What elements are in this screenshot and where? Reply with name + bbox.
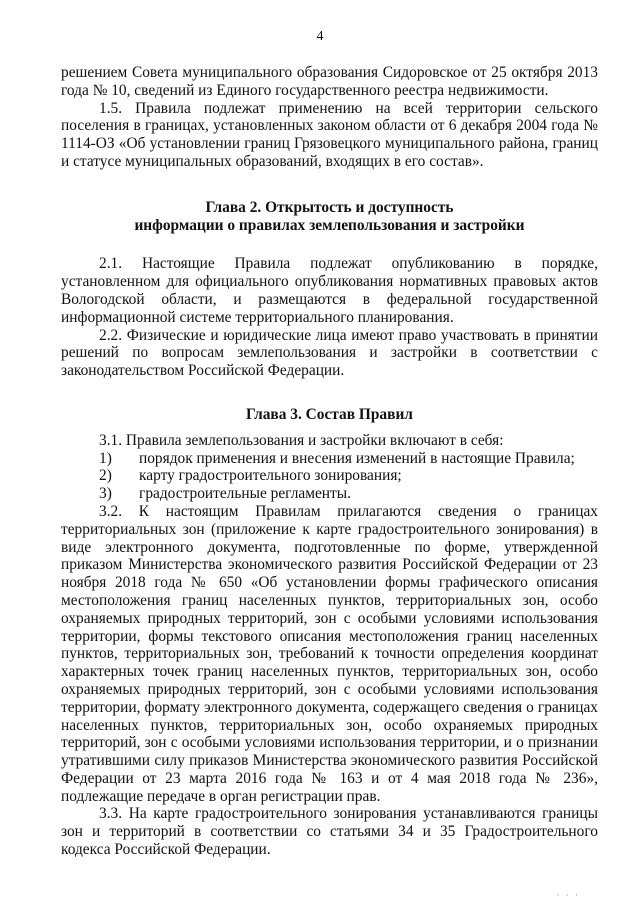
paragraph-2-1: 2.1. Настоящие Правила подлежат опубликованию в порядке, установленном для официального опубликования нормативных правовых актов Вологодской области, и размещаются в федеральной государственной информационной системе территориального планирования. [61,255,598,326]
paragraph-3-1: 3.1. Правила землепользования и застройки включают в себя: [99,431,504,449]
list-item-number: 1) [99,449,112,467]
paragraph-2-2: 2.2. Физические и юридические лица имеют право участвовать в принятии решений по вопросам землепользования и застройки в соответствии с законодательством Российской Федерации. [61,326,598,380]
list-item-text: карту градостроительного зонирования; [139,467,402,485]
list-item-text: градостроительные регламенты. [139,485,351,503]
paragraph-3-2: 3.2. К настоящим Правилам прилагаются сведения о границах территориальных зон (приложение к карте градостроительного зонирования) в виде электронного документа, подготовленные по форме, утвержденной приказом Министерства экономического развития Российской Федерации от 23 ноября 2018 года № 650 «Об установлении формы графического описания местоположения границ населенных пунктов, территориальных зон, особо охраняемых природных территорий, зон с особыми условиями использования территории, формы текстового описания местоположения границ населенных пунктов, территориальных зон, требований к точности определения координат характерных точек границ населенных пунктов, территориальных зон, особо охраняемых природных территорий, зон с особыми условиями использования территории, формату электронного документа, содержащего сведения о границах населенных пунктов, территориальных зон, особо охраняемых природных территорий, зон с особыми условиями использования территории, и о признании утратившими силу приказов Министерства экономического развития Российской Федерации от 23 марта 2016 года № 163 и от 4 мая 2018 года № 236», подлежащие передаче в орган регистрации прав. [61,502,598,805]
list-item-number: 2) [99,467,112,485]
chapter-2-title [61,199,598,235]
document-body [61,64,598,859]
page-number: 4 [316,29,324,44]
paragraph-1-4-continuation: решением Совета муниципального образования Сидоровское от 25 октября 2013 года № 10, сведений из Единого государственного реестра недвижимости. [61,64,598,99]
list-item [99,467,598,485]
list-item [99,485,598,503]
chapter-2-title-line-1: Глава 2. Открытость и доступность [205,198,454,216]
paragraph-1-5: 1.5. Правила подлежат применению на всей территории сельского поселения в границах, установленных законом области от 6 декабря 2004 года № 1114-ОЗ «Об установлении границ Грязовецкого муниципального района, границ и статусе муниципальных образований, входящих в его состав». [61,99,598,170]
paragraph-3-3: 3.3. На карте градостроительного зонирования устанавливаются границы зон и территорий в соответствии со статьями 34 и 35 Градостроительного кодекса Российской Федерации. [61,805,598,859]
list-item-number: 3) [99,485,112,503]
list-item [99,450,598,468]
chapter-2-title-line-2: информации о правилах землепользования и застройки [134,216,525,234]
chapter-3-title: Глава 3. Состав Правил [246,405,413,423]
list-item-text: порядок применения и внесения изменений в настоящие Правила; [139,449,575,467]
scan-corner-marks: · · · [556,890,580,900]
